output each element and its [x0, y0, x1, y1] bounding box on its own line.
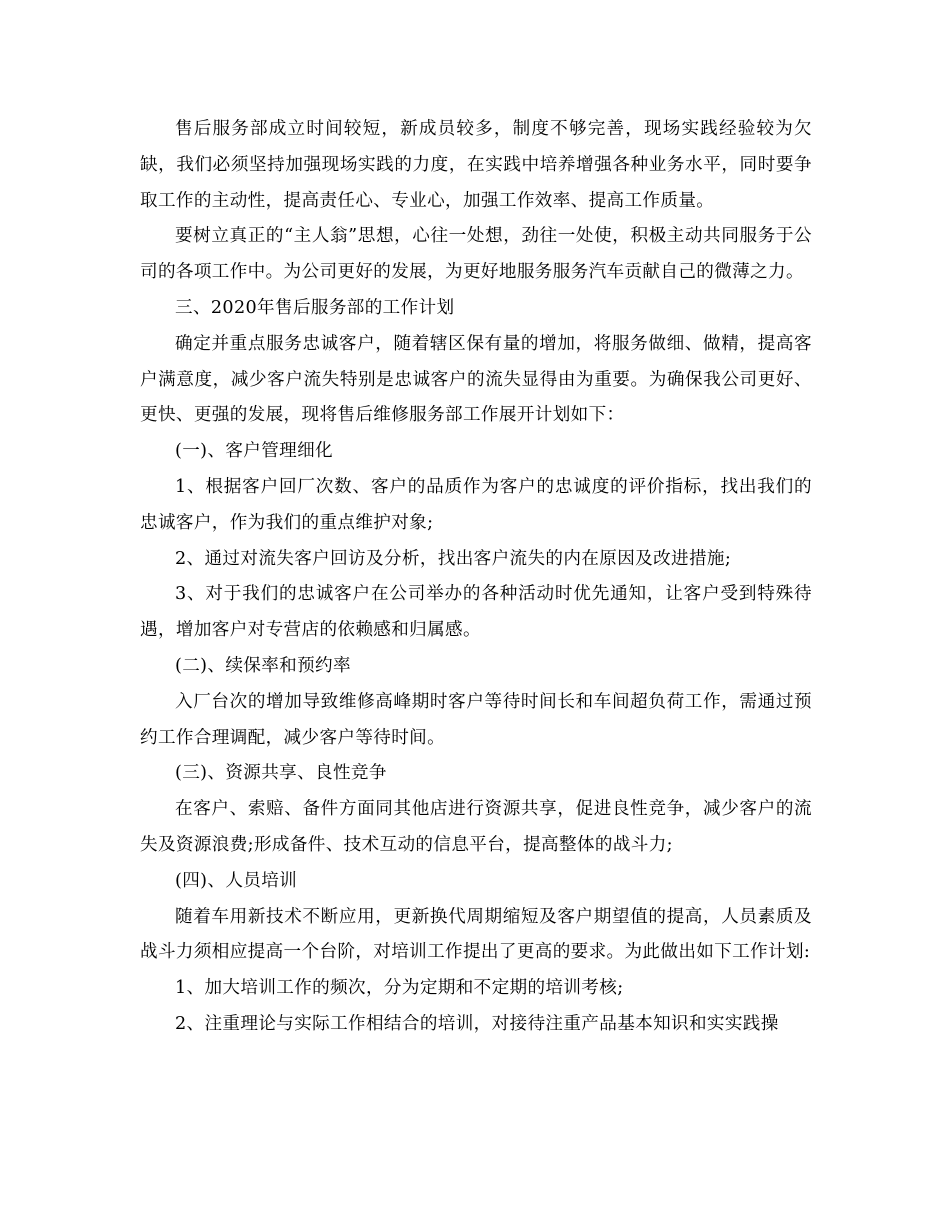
section-heading: 三、2020年售后服务部的工作计划 — [175, 297, 455, 318]
paragraph: 确定并重点服务忠诚客户，随着辖区保有量的增加，将服务做细、做精，提高客户满意度，减少客户流失特别是忠诚客户的流失显得由为重要。为确保我公司更好、更快、更强的发展，现将售后维修服务部工作展开计划如下： — [140, 333, 812, 426]
paragraph: 随着车用新技术不断应用，更新换代周期缩短及客户期望值的提高，人员素质及战斗力须相应提高一个台阶，对培训工作提出了更高的要求。为此做出如下工作计划: — [140, 906, 812, 963]
list-item: 2、通过对流失客户回访及分析，找出客户流失的内在原因及改进措施; — [175, 548, 732, 569]
subsection-heading: (三)、资源共享、良性竞争 — [175, 763, 387, 784]
paragraph: 入厂台次的增加导致维修高峰期时客户等待时间长和车间超负荷工作，需通过预约工作合理调配，减少客户等待时间。 — [140, 691, 812, 748]
subsection-heading: (二)、续保率和预约率 — [175, 655, 351, 676]
paragraph: 要树立真正的“主人翁”思想，心往一处想，劲往一处使，积极主动共同服务于公司的各项工作中。为公司更好的发展，为更好地服务服务汽车贡献自己的微薄之力。 — [140, 226, 812, 283]
list-item: 1、根据客户回厂次数、客户的品质作为客户的忠诚度的评价指标，找出我们的忠诚客户，作为我们的重点维护对象; — [140, 476, 812, 533]
document-body — [140, 112, 812, 1043]
list-item: 1、加大培训工作的频次，分为定期和不定期的培训考核; — [175, 978, 624, 999]
paragraph: 在客户、索赔、备件方面同其他店进行资源共享，促进良性竞争，减少客户的流失及资源浪费;形成备件、技术互动的信息平台，提高整体的战斗力; — [140, 799, 812, 855]
paragraph: 售后服务部成立时间较短，新成员较多，制度不够完善，现场实践经验较为欠缺，我们必须坚持加强现场实践的力度，在实践中培养增强各种业务水平，同时要争取工作的主动性，提高责任心、专业心，加强工作效率、提高工作质量。 — [140, 119, 812, 211]
subsection-heading: (四)、人员培训 — [175, 870, 298, 891]
list-item: 2、注重理论与实际工作相结合的培训，对接待注重产品基本知识和实实践操 — [175, 1013, 779, 1034]
list-item: 3、对于我们的忠诚客户在公司举办的各种活动时优先通知，让客户受到特殊待遇，增加客户对专营店的依赖感和归属感。 — [140, 584, 812, 641]
subsection-heading: (一)、客户管理细化 — [175, 441, 333, 462]
